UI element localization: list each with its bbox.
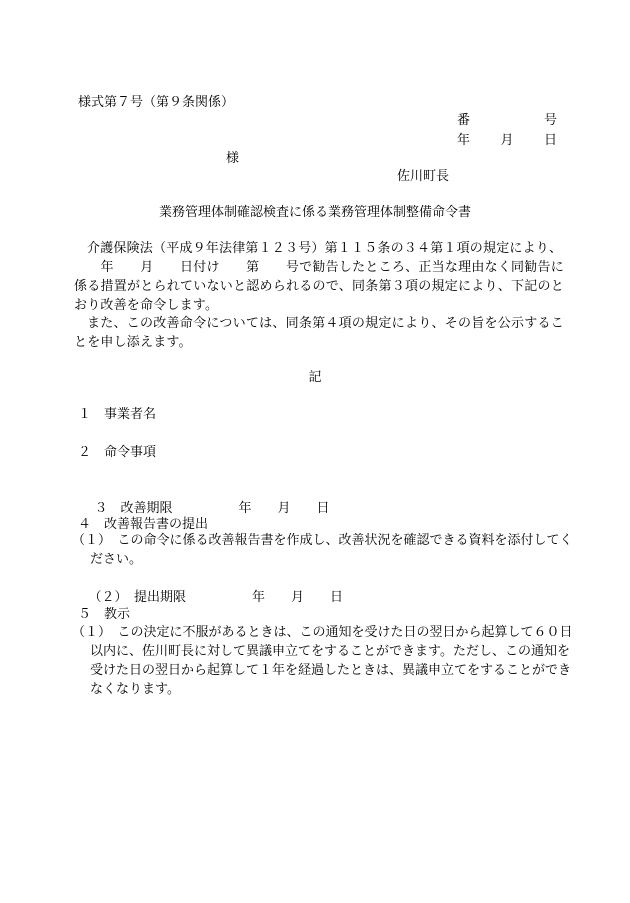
report-submission-sub1: （１） この命令に係る改善報告書を作成し、改善状況を確認できる資料を添付してください。 <box>72 533 573 567</box>
body-paragraph-1-line-1: 介護保険法（平成９年法律第１２３号）第１１５条の３４第１項の規定により、 <box>87 241 563 256</box>
instruction-sub1: （１） この決定に不服があるときは、この通知を受けた日の翌日から起算して６０日以内に、佐川町長に対して異議申立てをすることができます。ただし、この通知を受けた日の翌日から起算して１年を経過したときは、異議申立てをすることができなくなります。 <box>72 625 573 697</box>
date-day: 日 <box>543 133 557 148</box>
addressee: 様 <box>226 151 240 166</box>
date-year: 年 <box>457 133 471 148</box>
improvement-deadline-date: 年 月 日 <box>238 500 330 516</box>
submission-deadline-date: 年 月 日 <box>252 589 344 605</box>
ki-heading: 記 <box>308 370 322 385</box>
item-report-submission: ４ 改善報告書の提出 <box>78 517 209 532</box>
document-number-line <box>457 112 557 131</box>
submission-deadline-label: （２） 提出期限 <box>88 589 187 605</box>
body-text <box>74 240 564 353</box>
date-month: 月 <box>500 133 514 148</box>
improvement-deadline-label: ３ 改善期限 <box>94 500 173 516</box>
item-instruction: ５ 教示 <box>78 607 131 622</box>
document-title: 業務管理体制確認検査に係る業務管理体制整備命令書 <box>158 205 471 220</box>
number-label: 番 <box>457 113 471 128</box>
item-business-name: １ 事業者名 <box>78 407 157 422</box>
item-order-matters: ２ 命令事項 <box>78 445 157 460</box>
form-number: 様式第７号（第９条関係） <box>78 95 235 110</box>
body-paragraph-2: また、この改善命令については、同条第４項の規定により、その旨を公示することを申し添えます。 <box>74 316 564 351</box>
body-paragraph-1-rest: 年 月 日付け 第 号で勧告したところ、正当な理由なく同勧告に係る措置がとられていないと認められるので、同条第３項の規定により、下記のとおり改善を命令します。 <box>74 259 564 313</box>
document-date-line <box>457 132 557 151</box>
number-suffix: 号 <box>543 113 557 128</box>
issuer: 佐川町長 <box>397 169 450 184</box>
